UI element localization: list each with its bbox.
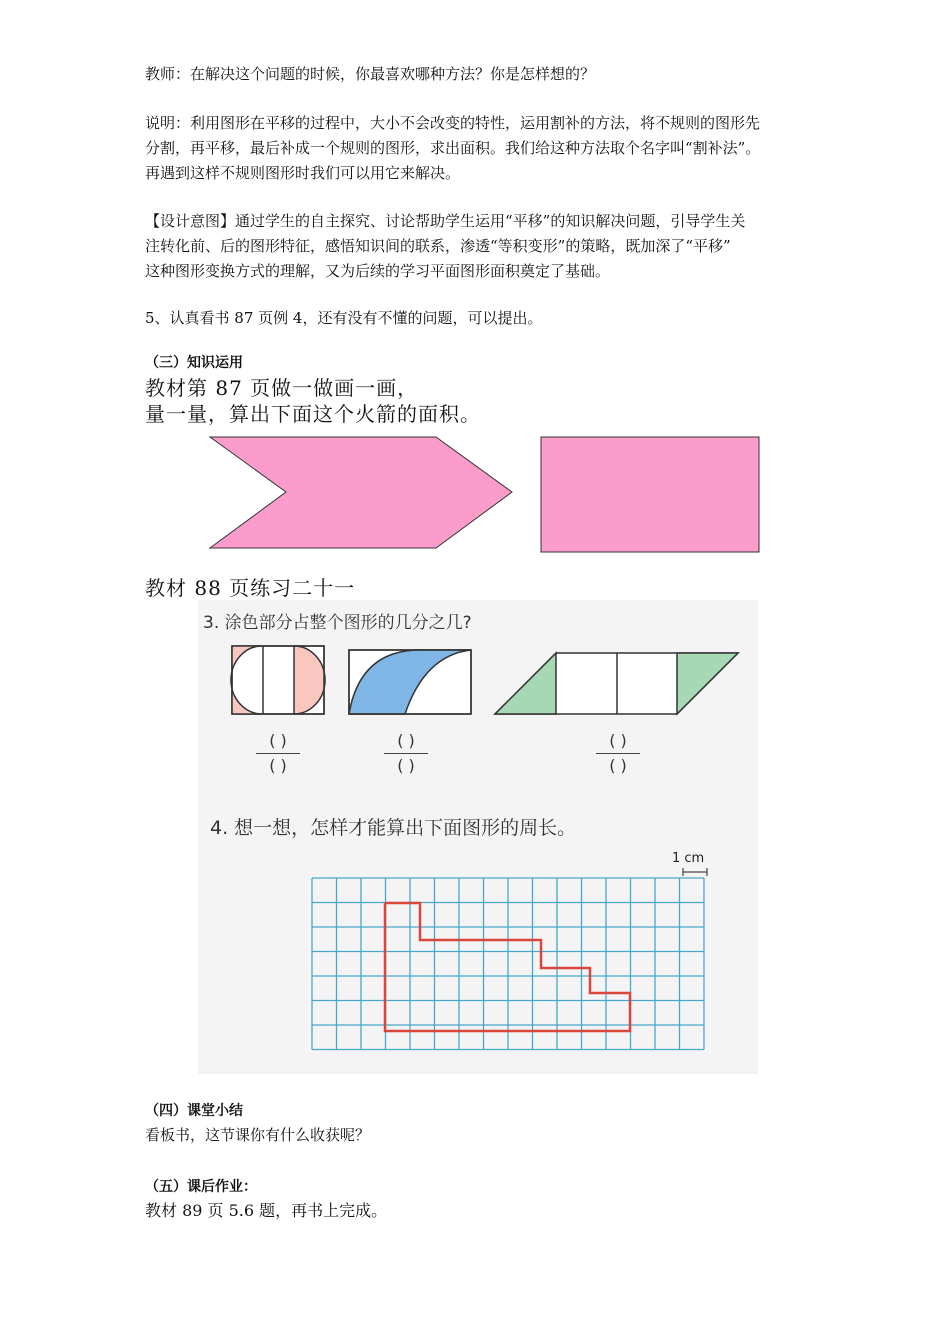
explanation-line-2: 分割，再平移，最后补成一个规则的图形，求出面积。我们给这种方法取个名字叫“割补法”。 [145,139,761,157]
design-intent-line-1: 【设计意图】通过学生的自主探究、讨论帮助学生运用“平移”的知识解决问题，引导学生关 [145,212,746,230]
scale-label: 1 cm [672,851,705,866]
numerator-blank: ( ) [397,731,415,750]
grid-lines [312,878,704,1050]
section-3-heading: （三）知识运用 [145,355,243,371]
design-intent-line-2: 注转化前、后的图形特征，感悟知识间的联系，渗透“等积变形”的策略，既加深了“平移” [145,237,731,255]
section-5-heading: （五）课后作业： [145,1179,257,1195]
denominator-blank: ( ) [397,756,415,775]
exercise-heading: 教材 88 页练习二十一 [145,576,356,600]
denominator-blank: ( ) [609,756,627,775]
numerator-blank: ( ) [269,731,287,750]
question-4-label: 4. 想一想，怎样才能算出下面图形的周长。 [210,817,577,839]
section-4-text: 看板书，这节课你有什么收获呢？ [145,1126,371,1144]
section-5-text: 教材 89 页 5.6 题，再书上完成。 [145,1201,388,1220]
question-3-label: 3. 涂色部分占整个图形的几分之几? [203,613,472,633]
section-4-heading: （四）课堂小结 [145,1103,243,1119]
section-3-task-line-2: 量一量，算出下面这个火箭的面积。 [145,402,481,426]
teacher-question: 教师：在解决这个问题的时候，你最喜欢哪种方法？你是怎样想的？ [145,65,596,83]
section-3-task-line-1: 教材第 87 页做一做画一画， [145,376,419,400]
denominator-blank: ( ) [269,756,287,775]
explanation-line-1: 说明：利用图形在平移的过程中，大小不会改变的特性，运用割补的方法，将不规则的图形先 [145,114,761,132]
explanation-line-3: 再遇到这样不规则图形时我们可以用它来解决。 [145,164,461,182]
design-intent-line-3: 这种图形变换方式的理解，又为后续的学习平面图形面积奠定了基础。 [145,262,611,280]
step-5: 5、认真看书 87 页例 4，还有没有不懂的问题，可以提出。 [145,309,543,327]
numerator-blank: ( ) [609,731,627,750]
